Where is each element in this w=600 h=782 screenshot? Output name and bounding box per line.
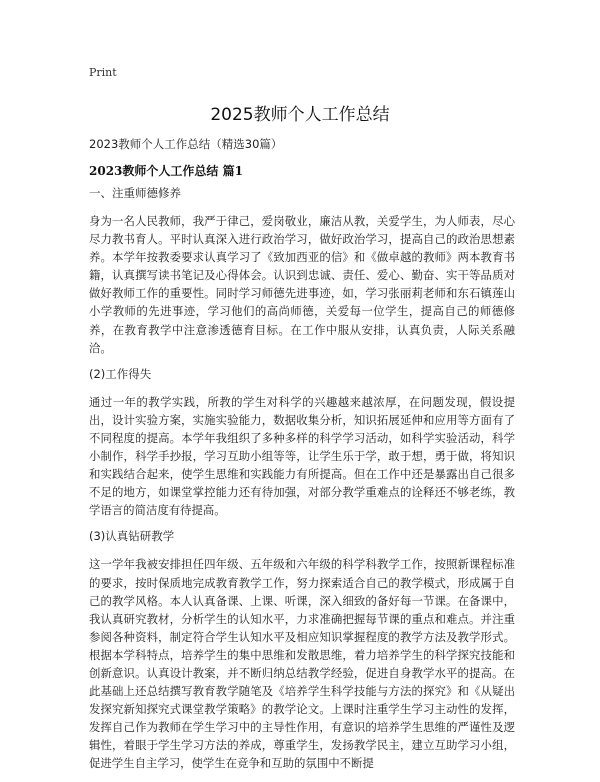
page-title: 2025教师个人工作总结 (210, 105, 390, 125)
print-link[interactable]: Print (89, 66, 117, 79)
paragraph-ethics: 身为一名人民教师，我严于律己，爱岗敬业，廉洁从教，关爱学生，为人师表，尽心尽力教书育人。平时认真深入进行政治学习，做好政治学习，提高自己的政治思想素养。本学年按教委要求认真学习了《致加西亚的信》和《做卓越的教师》两本教育书籍，认真撰写读书笔记及心得体会。认识到忠诚、责任、爱心、勤奋、实干等品质对做好教师工作的重要性。同时学习师德先进事迹，如，学习张丽莉老师和东石镇莲山小学教师的先进事迹，学习他们的高尚师德，关爱每一位学生，提高自己的师德修养，在教育教学中注意渗透德育目标。在工作中服从安排，认真负责，人际关系融洽。 (89, 214, 515, 355)
document-body (89, 185, 515, 782)
paragraph-teaching-study: 这一学年我被安排担任四年级、五年级和六年级的科学科教学工作，按照新课程标准的要求，按时保质地完成教育教学工作，努力探索适合自己的教学模式，形成属于自己的教学风格。本人认真备课、上课、听课，深入细致的备好每一节课。在备课中，我认真研究教材，分析学生的认知水平，力求准确把握每节课的重点和难点。并注重参阅各种资料，制定符合学生认知水平及相应知识掌握程度的教学方法及教学形式。根据本学科特点，培养学生的集中思维和发散思维，着力培养学生的科学探究技能和创新意识。认真设计教案，并不断归纳总结教学经验，促进自身教学水平的提高。在此基础上还总结撰写教育教学随笔及《培养学生科学技能与方法的探究》和《从疑出发探究新知探究式课堂教学策略》的教学论文。上课时注重学生学习主动性的发挥，发挥自己作为教师在学生学习中的主导性作用，有意识的培养学生思维的严谨性及逻辑性，着眼于学生学习方法的养成，尊重学生，发扬教学民主，建立互助学习小组，促进学生自主学习，使学生在竞争和互助的氛围中不断提 (89, 557, 515, 771)
document-subtitle: 2023教师个人工作总结（精选30篇） (89, 137, 283, 151)
subsection-heading-gains-losses: (2)工作得失 (89, 366, 152, 381)
subsection-heading-teaching-study: (3)认真钻研教学 (89, 529, 175, 544)
subsection-heading-ethics: 一、注重师德修养 (89, 186, 181, 200)
section-heading: 2023教师个人工作总结 篇1 (89, 164, 243, 178)
paragraph-gains-losses: 通过一年的教学实践，所教的学生对科学的兴趣越来越浓厚，在问题发现，假设提出，设计实验方案，实施实验能力，数据收集分析，知识拓展延伸和应用等方面有了不同程度的提高。本学年我组织了多种多样的科学学习活动，如科学实验活动，科学小制作，科学手抄报，学习互助小组等等，让学生乐于学，敢于想，勇于做，将知识和实践结合起来，使学生思维和实践能力有所提高。但在工作中还是暴露出自己很多不足的地方，如课堂掌控能力还有待加强，对部分教学重难点的诠释还不够老练，教学语言的简洁度有待提高。 (89, 394, 515, 518)
